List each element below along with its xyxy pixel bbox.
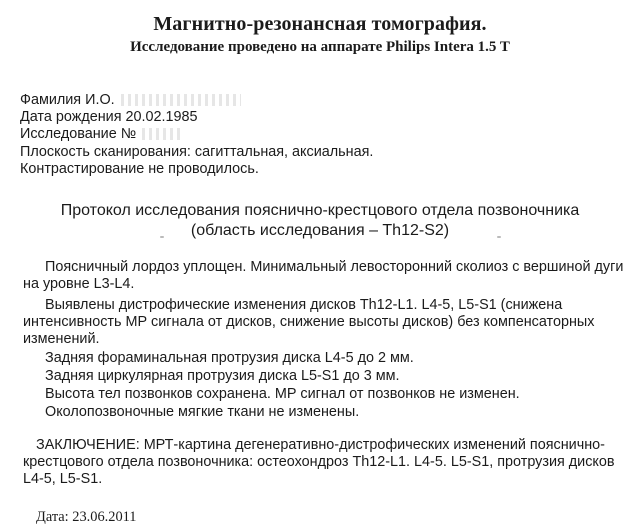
finding-soft-tissue: Околопозвоночные мягкие ткани не изменены.: [45, 404, 360, 420]
finding-foraminal-protrusion: Задняя фораминальная протрузия диска L4-5 до 2 мм.: [45, 350, 414, 366]
finding-lordosis-line2: на уровне L3-L4.: [23, 276, 135, 292]
finding-circular-protrusion: Задняя циркулярная протрузия диска L5-S1 до 3 мм.: [45, 368, 400, 384]
finding-discs-line2: интенсивность МР сигнала от дисков, снижение высоты дисков) без компенсаторных: [23, 314, 595, 330]
protocol-area: (область исследования – Th12-S2): [190, 222, 450, 239]
finding-vertebrae: Высота тел позвонков сохранена. МР сигнал от позвонков не изменен.: [45, 386, 520, 402]
report-date: Дата: 23.06.2011: [36, 509, 137, 525]
conclusion-line2: крестцового отдела позвоночника: остеохондроз Th12-L1. L4-5. L5-S1, протрузия дисков: [23, 454, 615, 470]
redacted-name: [121, 94, 241, 106]
scan-plane: Плоскость сканирования: сагиттальная, аксиальная.: [20, 144, 374, 160]
document-title: Магнитно-резонансная томография.: [153, 13, 487, 35]
finding-lordosis-line1: Поясничный лордоз уплощен. Минимальный левосторонний сколиоз с вершиной дуги: [45, 259, 624, 275]
redacted-study-number: [142, 128, 182, 140]
study-number-label: Исследование №: [20, 126, 137, 142]
document-subtitle: Исследование проведено на аппарате Philips Intera 1.5 T: [130, 39, 510, 55]
finding-discs-line3: изменений.: [23, 331, 100, 347]
study-number-row: [20, 125, 182, 143]
finding-discs-line1: Выявлены дистрофические изменения дисков Th12-L1. L4-5, L5-S1 (снижена: [45, 297, 563, 313]
conclusion-line3: L4-5, L5-S1.: [23, 471, 103, 487]
protocol-title: Протокол исследования пояснично-крестцового отдела позвоночника: [60, 202, 580, 219]
contrast-note: Контрастирование не проводилось.: [20, 161, 259, 177]
conclusion-line1: ЗАКЛЮЧЕНИЕ: МРТ-картина дегенеративно-дистрофических изменений пояснично-: [36, 437, 605, 453]
scan-speck: [497, 236, 501, 238]
scan-speck: [160, 236, 164, 238]
birth-date: Дата рождения 20.02.1985: [20, 109, 198, 125]
patient-name-label: Фамилия И.О.: [20, 92, 115, 108]
patient-name-row: [20, 91, 241, 109]
